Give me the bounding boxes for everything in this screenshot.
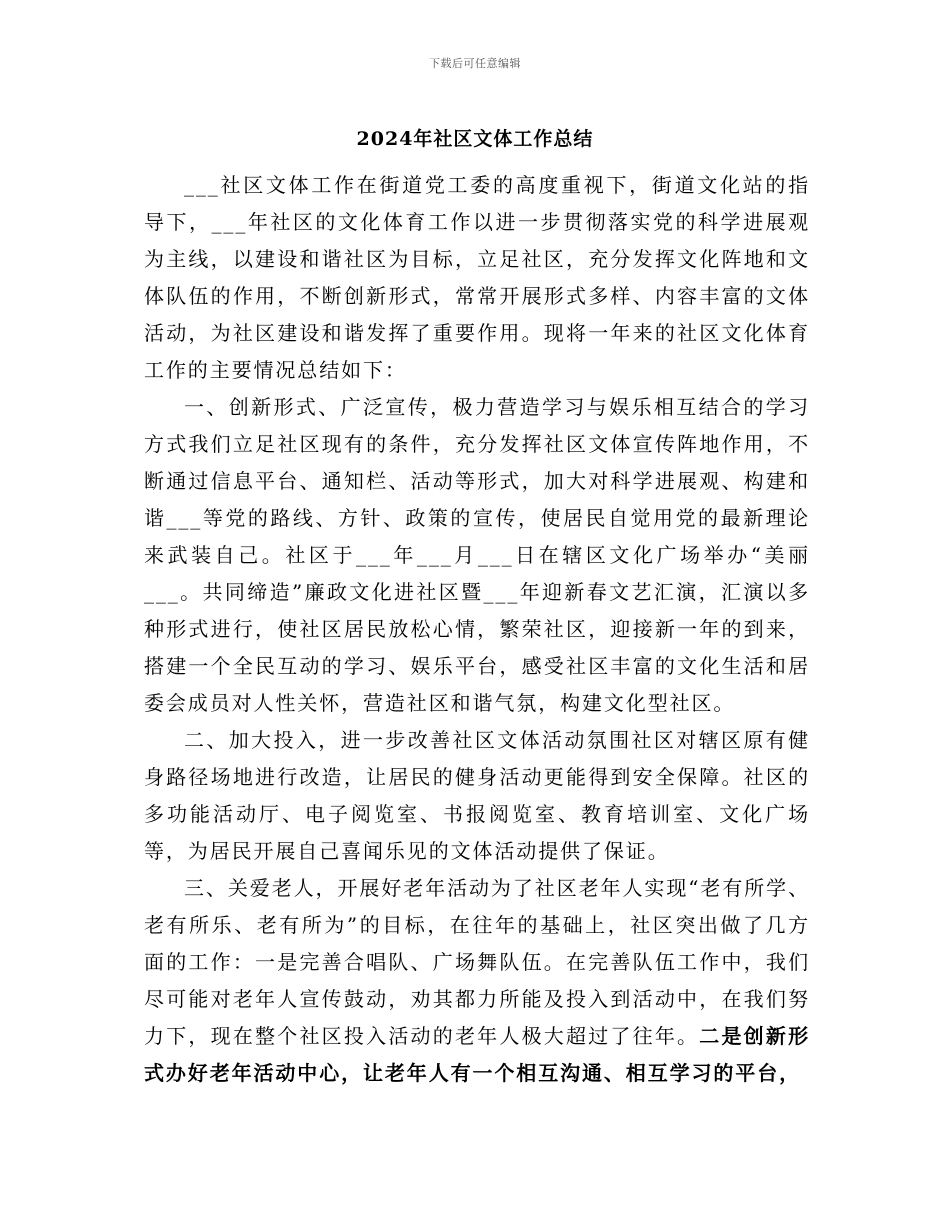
paragraph-text: 三、关爱老人，开展好老年活动为了社区老年人实现“老有所学、老有所乐、老有所为”的目标，在往年的基础上，社区突出做了几方面的工作：一是完善合唱队、广场舞队伍。在完善队伍工作中，我们尽可能对老年人宣传鼓动，劝其都力所能及投入到活动中，在我们努力下，现在整个社区投入活动的老年人极大超过了往年。 [144,876,810,1048]
paragraph-text: 二、加大投入，进一步改善社区文体活动氛围社区对辖区原有健身路径场地进行改造，让居民的健身活动更能得到安全保障。社区的多功能活动厅、电子阅览室、书报阅览室、教育培训室、文化广场等，为居民开展自己喜闻乐见的文体活动提供了保证。 [144,728,810,863]
paragraph-text: ___社区文体工作在街道党工委的高度重视下，街道文化站的指导下，___年社区的文化体育工作以进一步贯彻落实党的科学进展观为主线，以建设和谐社区为目标，立足社区，充分发挥文化阵地和文体队伍的作用，不断创新形式，常常开展形式多样、内容丰富的文体活动，为社区建设和谐发挥了重要作用。现将一年来的社区文化体育工作的主要情况总结如下： [144,173,810,382]
paragraph-intro [144,167,810,389]
paragraph-section-1 [144,389,810,722]
paragraph-section-2 [144,722,810,870]
page-title: 2024年社区文体工作总结 [356,128,594,150]
header-note: 下载后可任意编辑 [429,57,521,70]
paragraph-section-3 [144,870,810,1092]
document-body [144,167,810,1092]
paragraph-bold-text: 二是创新形式办好老年活动中心，让老年人有一个相互沟通、相互学习的平台， [144,1024,811,1085]
paragraph-text: 一、创新形式、广泛宣传，极力营造学习与娱乐相互结合的学习方式我们立足社区现有的条件，充分发挥社区文体宣传阵地作用，不断通过信息平台、通知栏、活动等形式，加大对科学进展观、构建和谐___等党的路线、方针、政策的宣传，使居民自觉用党的最新理论来武装自己。社区于___年___月___日在辖区文化广场举办“美丽___。共同缔造”廉政文化进社区暨___年迎新春文艺汇演，汇演以多种形式进行，使社区居民放松心情，繁荣社区，迎接新一年的到来，搭建一个全民互动的学习、娱乐平台，感受社区丰富的文化生活和居委会成员对人性关怀，营造社区和谐气氛，构建文化型社区。 [144,395,810,715]
